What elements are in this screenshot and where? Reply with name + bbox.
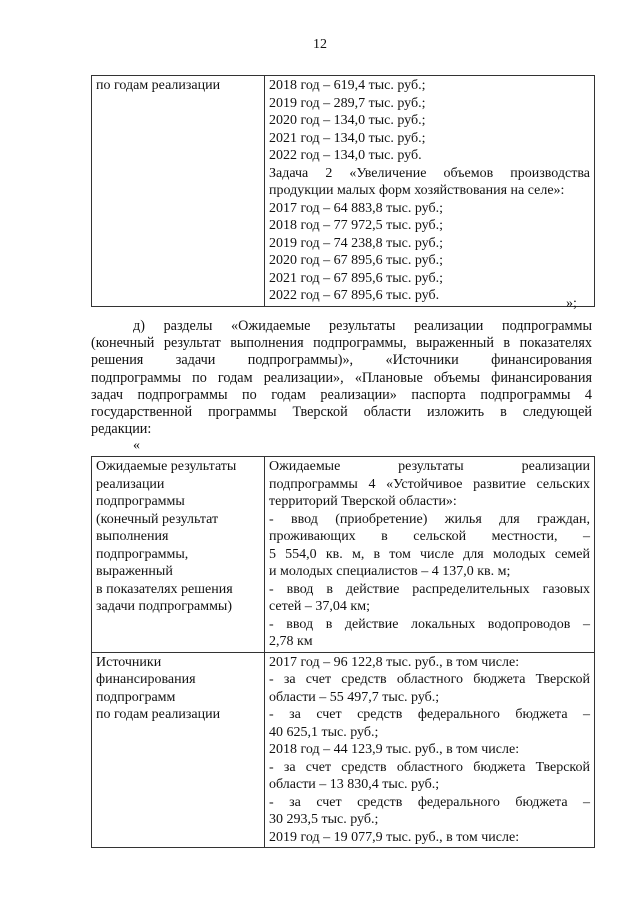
row-label: финансирования	[96, 672, 196, 687]
row-label: подпрограммы	[96, 494, 185, 509]
table-row	[92, 457, 595, 653]
funding-line: области – 55 497,7 тыс. руб.;	[269, 689, 440, 705]
row-label: подпрограмм	[96, 689, 176, 705]
amendment-paragraph	[91, 318, 592, 438]
paragraph-line: д) разделы «Ожидаемые результаты реализации подпрограммы	[133, 318, 592, 334]
result-line: - ввод (приобретение) жилья для граждан,	[269, 511, 590, 527]
row-label: Ожидаемые результаты	[96, 459, 237, 474]
result-line: и молодых специалистов – 4 137,0 кв. м;	[269, 564, 511, 579]
funding-line: 2017 год – 96 122,8 тыс. руб., в том числе:	[269, 654, 520, 670]
funding-line: 2022 год – 134,0 тыс. руб.	[269, 148, 422, 163]
funding-line: области – 13 830,4 тыс. руб.;	[269, 777, 440, 792]
row-label: (конечный результат	[96, 511, 219, 527]
paragraph-line: решения задачи подпрограммы)», «Источники финансирования	[91, 352, 592, 369]
row-label: по годам реализации	[96, 707, 221, 722]
funding-line: 2020 год – 134,0 тыс. руб.;	[269, 113, 426, 128]
funding-line: 2019 год – 74 238,8 тыс. руб.;	[269, 235, 443, 251]
row-label: выполнения	[96, 529, 169, 544]
row-label: реализации	[96, 476, 165, 492]
row-label: Источники	[96, 654, 162, 670]
opening-quote: «	[133, 438, 140, 453]
closing-quote: »;	[566, 296, 577, 311]
table-value-cell	[265, 76, 595, 307]
result-line: - ввод в действие распределительных газовых	[269, 581, 590, 597]
row-label: выраженный	[96, 564, 173, 579]
result-line: 5 554,0 кв. м, в том числе для молодых семей	[269, 546, 590, 562]
passport-table-new	[91, 456, 595, 848]
funding-line: 30 293,5 тыс. руб.;	[269, 812, 379, 827]
paragraph-line: государственной программы Тверской области изложить в следующей	[91, 404, 592, 421]
table-label-cell	[92, 652, 265, 848]
result-line: Ожидаемые результаты реализации	[269, 459, 590, 474]
result-line: 2,78 км	[269, 634, 313, 649]
funding-line: - за счет средств областного бюджета Тверской	[269, 759, 590, 775]
table-row	[92, 76, 595, 307]
page-number: 12	[313, 37, 327, 52]
row-label: по годам реализации	[96, 78, 221, 93]
funding-line: 2022 год – 67 895,6 тыс. руб.	[269, 288, 440, 303]
result-line: территорий Тверской области»:	[269, 494, 457, 509]
row-label: в показателях решения	[96, 581, 233, 597]
funding-line: 2018 год – 44 123,9 тыс. руб., в том числе:	[269, 742, 520, 757]
funding-line: - за счет средств федерального бюджета –	[269, 794, 590, 810]
table-label-cell	[92, 457, 265, 653]
funding-line: 2021 год – 134,0 тыс. руб.;	[269, 130, 426, 146]
funding-line: 40 625,1 тыс. руб.;	[269, 724, 379, 740]
funding-line: 2019 год – 19 077,9 тыс. руб., в том числе:	[269, 829, 520, 845]
paragraph-line: задач подпрограммы по годам реализации» паспорта подпрограммы 4	[91, 386, 592, 403]
result-line: проживающих в сельской местности, –	[269, 529, 590, 544]
funding-line: 2018 год – 77 972,5 тыс. руб.;	[269, 218, 443, 233]
result-line: подпрограммы 4 «Устойчивое развитие сельских	[269, 476, 590, 492]
table-value-cell	[265, 652, 595, 848]
task-heading-line: Задача 2 «Увеличение объемов производства	[269, 165, 590, 181]
table-row	[92, 652, 595, 848]
row-label: подпрограммы,	[96, 546, 189, 562]
table-value-cell	[265, 457, 595, 653]
funding-line: 2018 год – 619,4 тыс. руб.;	[269, 78, 426, 93]
paragraph-line: подпрограммы по годам реализации», «Плановые объемы финансирования	[91, 369, 592, 386]
paragraph-line: редакции:	[91, 421, 152, 438]
funding-line: 2020 год – 67 895,6 тыс. руб.;	[269, 253, 443, 268]
task-heading-line: продукции малых форм хозяйствования на селе»:	[269, 183, 565, 198]
result-line: - ввод в действие локальных водопроводов –	[269, 616, 590, 632]
paragraph-line: (конечный результат выполнения подпрограммы, выраженный в показателях	[91, 335, 592, 352]
funding-line: 2017 год – 64 883,8 тыс. руб.;	[269, 200, 443, 216]
funding-line: - за счет средств федерального бюджета –	[269, 707, 590, 722]
row-label: задачи подпрограммы)	[96, 599, 233, 614]
table-label-cell	[92, 76, 265, 307]
funding-line: 2019 год – 289,7 тыс. руб.;	[269, 95, 426, 111]
passport-table-continued	[91, 75, 595, 307]
funding-line: 2021 год – 67 895,6 тыс. руб.;	[269, 270, 443, 286]
result-line: сетей – 37,04 км;	[269, 599, 370, 614]
funding-line: - за счет средств областного бюджета Тверской	[269, 672, 590, 687]
